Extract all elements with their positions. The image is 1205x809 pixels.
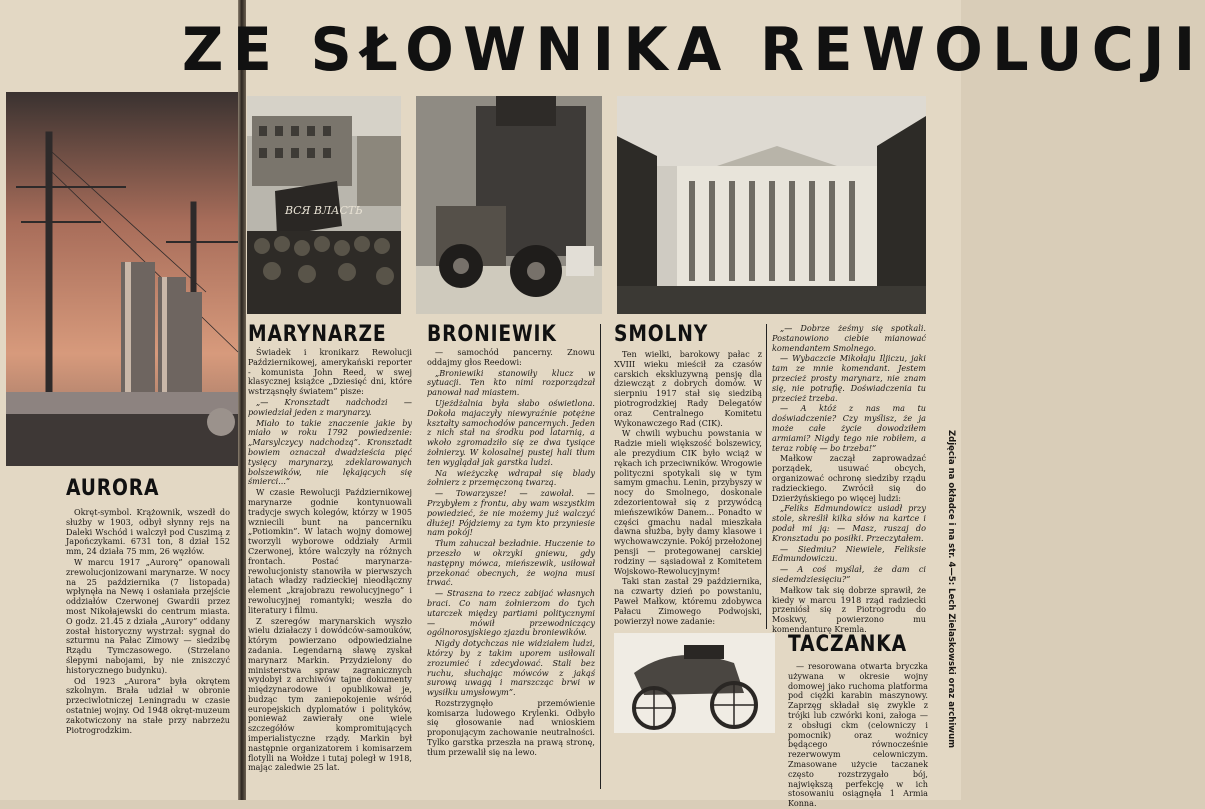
paragraph: Małkow tak się dobrze sprawił, że kiedy w marcu 1918 rząd radziecki przeniósł się z Piotrogrodu do Moskwy, powierzono mu komendanturę Kremla. xyxy=(772,584,926,634)
marynarze-photo xyxy=(247,96,401,314)
paragraph: Od 1923 „Aurora” była okrętem szkolnym. Brała udział w obronie przeciwlotniczej Leningradu w czasie ostatniej wojny. Od 1948 okręt-muzeum zakotwiczony na stałe przy nabrzeżu Piotrogrodzkim. xyxy=(66,675,230,735)
paragraph: Na wieżyczkę wdrapał się blady żołnierz z przemęczoną twarzą. xyxy=(427,467,595,488)
section-title-broniewik: BRONIEWIK xyxy=(427,322,557,347)
paragraph: — Wybaczcie Mikołaju Iljiczu, jaki tam ze mnie komendant. Jestem przecież prosty marynarz, nie znam się, nie potrafię. Doświadczenia tu przecież trzeba. xyxy=(772,353,926,403)
paragraph: „Broniewiki stanowiły klucz w sytuacji. Ten kto nimi rozporządzał panował nad miastem. xyxy=(427,367,595,398)
paragraph: Ujeżdżalnia była słabo oświetlona. Dokoła majaczyły niewyraźnie potężne kształty samochodów pancernych. Jeden z nich stał na środku pod latarnią, a wkoło zgromadziło się ze dwa tysiące żołnierzy. W kolosalnej pustej hali tłum ten wyglądał jak garstka ludzi. xyxy=(427,397,595,467)
paragraph: Rozstrzygnęło przemówienie komisarza ludowego Krylenki. Odbyło się głosowanie nad wnioskiem proponującym zachowanie neutralności. Tylko garstka przeszła na prawą stronę, tłum przewalił się na lewo. xyxy=(427,697,595,757)
marynarze-text xyxy=(248,348,412,796)
section-title-aurora: AURORA xyxy=(66,476,160,501)
paragraph: Tłum zahuczał bezładnie. Huczenie to przeszło w okrzyki gniewu, gdy następny mówca, mieńszewik, usiłował przekonać obecnych, że wojna musi trwać. xyxy=(427,538,595,588)
aurora-text xyxy=(66,508,230,796)
section-title-smolny: SMOLNY xyxy=(614,322,709,347)
paragraph: Taki stan zastał 29 października, na czwarty dzień po powstaniu, Paweł Małkow, któremu zdobywca Pałacu Zimowego Podwojski, powierzył nowe zadanie: xyxy=(614,576,762,626)
paragraph: — Siedmiu? Niewiele, Feliksie Edmundowiczu. xyxy=(772,543,926,564)
taczanka-text xyxy=(788,661,928,809)
paragraph: W marcu 1917 „Aurorę” opanowali zrewolucjonizowani marynarze. W nocy na 25 października (7 listopada) wpłynęła na Newę i osłaniała przejście oddziałów Czerwonej Gwardii przez most Nikołajewski do centrum miasta. O godz. 21.45 z działa „Aurory” oddany został historyczny wystrzał: sygnał do szturmu na Pałac Zimowy — siedzibę Rządu Tymczasowego. (Strzelano ślepymi nabojami, by nie zniszczyć historycznego budynku). xyxy=(66,556,230,675)
paragraph: Nigdy dotychczas nie widziałem ludzi, którzy by z takim uporem usiłowali zrozumieć i zdecydować. Stali bez ruchu, słuchając mówców z jakąś surową uwagą i marszcząc brwi w wysiłku umysłowym”. xyxy=(427,638,595,698)
paragraph: Małkow zaczął zaprowadzać porządek, usuwać obcych, organizować ochronę siedziby rządu radzieckiego. Zwrócił się do Dzierżyńskiego po więcej ludzi: xyxy=(772,453,926,503)
banner-text: ВСЯ ВЛАСТЬ xyxy=(285,204,363,217)
paragraph: Okręt-symbol. Krążownik, wszedł do służby w 1903, odbył słynny rejs na Daleki Wschód i walczył pod Cuszimą z Japończykami. 6731 ton, 8 dział 152 mm, 24 działa 75 mm, 26 węzłów. xyxy=(66,507,230,557)
paragraph: W chwili wybuchu powstania w Radzie mieli większość bolszewicy, ale prezydium CIK było wciąż w rękach ich przeciwników. Wrogowie polityczni spotykali się w tym samym gmachu. Lenin, przybyszy w nocy do Smolnego, doskonale zdezorientował się z przywódcą mieńszewików Danem... Ponadto w części gmachu nadal mieszkała dawna służba, były damy klasowe i wychowawczynie. Pokój przełożonej pensji — protegowanej carskiej rodziny — sąsiadował z Komitetem Wojskowo-Rewolucyjnym! xyxy=(614,428,763,576)
paragraph: — A któż z nas ma tu doświadczenie? Czy myślisz, że ja może całe życie dowodziłem armiami? Nigdy tego nie robiłem, a teraz robię — bo trzeba!” xyxy=(772,403,926,453)
taczanka-photo xyxy=(614,633,775,733)
paragraph: — samochód pancerny. Znowu oddajmy głos Reedowi: xyxy=(427,347,595,367)
divider xyxy=(600,324,601,789)
paragraph: Świadek i kronikarz Rewolucji Październikowej, amerykański reporter - komunista John Reed, w swej klasycznej książce „Dziesięć dni, które wstrząsnęły światem” pisze: xyxy=(248,347,412,397)
paragraph: „— Kronsztadt nadchodzi — powiedział jeden z marynarzy. xyxy=(248,396,412,417)
paragraph: — Towarzysze! — zawołał. — Przybyłem z frontu, aby wam wszystkim powiedzieć, że nie możemy już walczyć dłużej! Pójdziemy za tym kto przyniesie nam pokój! xyxy=(427,488,595,538)
paragraph: — Straszna to rzecz zabijać własnych braci. Co nam żołnierzom do tych utarczek między partiami politycznymi — mówił przewodniczący ogólnorosyjskiego zjazdu broniewików. xyxy=(427,588,595,638)
paragraph: Z szeregów marynarskich wyszło wielu działaczy i dowódców-samouków, którym powierzano odpowiedzialne zadania. Legendarną sławę zyskał marynarz Markin. Przydzielony do ministerstwa spraw zagranicznych wydobył z archiwów tajne dokumenty międzynarodowe i opublikował je, budząc tym zaniepokojenie wśród europejskich dyplomatów i polityków, ponieważ zawierały one wiele szczegółów kompromitujących imperialistyczne rządy. Markin był następnie organizatorem i komisarzem flotylli na Wołdze i tutaj poległ w 1918, mając zaledwie 25 lat. xyxy=(248,615,412,773)
section-title-marynarze: MARYNARZE xyxy=(248,322,387,347)
smolny-photo xyxy=(617,96,926,314)
photo-credit-text: Zdjęcia na okładce i na str. 4—5: Lech Zielaskowski oraz archiwum xyxy=(946,430,956,748)
paragraph: Miało to takie znaczenie jakie by miało w roku 1792 powiedzenie: „Marsylczycy nadchodzą”. Kronsztadt bowiem oznaczał dwadzieścia pięć tysięcy marynarzy, zdeklarowanych bolszewików, nie lękających się śmierci...” xyxy=(248,417,412,487)
broniewik-text xyxy=(427,348,595,796)
page-gutter xyxy=(238,0,246,800)
paragraph: W czasie Rewolucji Październikowej marynarze godnie kontynuowali tradycje swych kolegów, którzy w 1905 wzniecili bunt na pancerniku „Potiomkin”. W latach wojny domowej tworzyli wyborowe oddziały Armii Czerwonej, które walczyły na różnych frontach. Postać marynarza-rewolucjonisty stanowiła w pierwszych latach władzy radzieckiej nieodłączny element „krajobrazu rewolucyjnego” i rewolucyjnej romantyki; weszła do literatury i filmu. xyxy=(248,487,412,615)
paragraph: Ten wielki, barokowy pałac z XVIII wieku mieścił za czasów carskich ekskluzywną pensję dla dziewcząt z dobrych domów. W sierpniu 1917 stał się siedzibą piotrogrodzkiej Rady Delegatów oraz Centralnego Komitetu Wykonawczego Rad (CIK). xyxy=(614,349,762,428)
broniewik-photo xyxy=(416,96,602,314)
divider xyxy=(766,324,767,629)
malkow-text xyxy=(772,323,926,634)
paragraph: — resorowana otwarta bryczka używana w okresie wojny domowej jako ruchoma platforma pod ciężki karabin maszynowy. Zaprzęg składał się zwykle z trójki lub czwórki koni, załoga — z obsługi ckm (celowniczy i pomocnik) oraz woźnicy będącego równocześnie rezerwowym celowniczym. Zmasowane użycie taczanek często rozstrzygało bój, największą perfekcję w ich stosowaniu osiągnęła 1 Armia Konna. xyxy=(788,661,928,809)
section-title-taczanka: TACZANKA xyxy=(788,632,907,657)
headline: ZE SŁOWNIKA REWOLUCJI xyxy=(182,15,1205,85)
smolny-text xyxy=(614,350,762,626)
photo-credit xyxy=(936,430,956,790)
paragraph: „Feliks Edmundowicz usiadł przy stole, skreślił kilka słów na kartce i podał mi ją: — Masz, ruszaj do Kronsztadu po posiłki. Przeczytałem. xyxy=(772,503,926,543)
paragraph: — A coś myślał, że dam ci siedemdziesięciu?” xyxy=(772,564,926,584)
paragraph: „— Dobrze żeśmy się spotkali. Postanowiono ciebie mianować komendantem Smolnego. xyxy=(772,323,926,353)
aurora-photo xyxy=(6,92,238,466)
